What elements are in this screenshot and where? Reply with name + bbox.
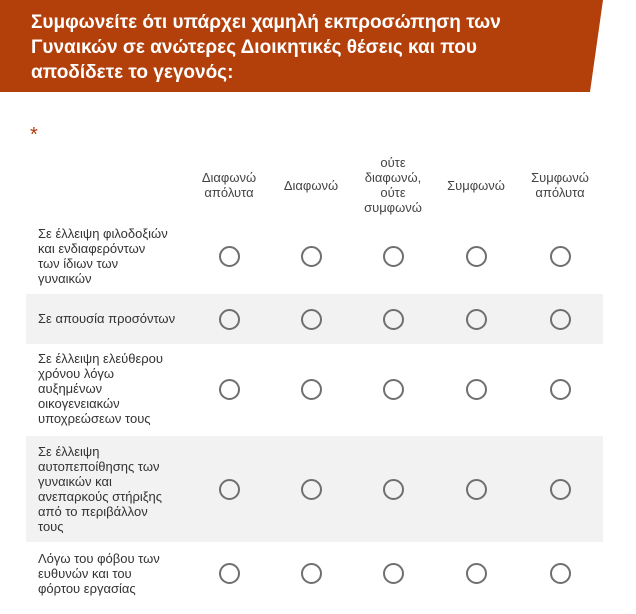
radio-strongly-disagree[interactable] bbox=[219, 309, 240, 330]
matrix-row-qualifications bbox=[26, 294, 603, 344]
question-title: Συμφωνείτε ότι υπάρχει χαμηλή εκπροσώπηση των Γυναικών σε ανώτερες Διοικητικές θέσεις και που αποδίδετε το γεγονός: bbox=[31, 12, 501, 83]
row-label: Σε έλλειψη φιλοδοξιών και ενδιαφερόντων των ίδιων των γυναικών bbox=[38, 226, 168, 286]
question-header bbox=[0, 0, 636, 92]
radio-agree[interactable] bbox=[466, 379, 487, 400]
matrix-row-ambition bbox=[26, 218, 603, 294]
matrix-row-self-confidence bbox=[26, 436, 603, 542]
radio-disagree[interactable] bbox=[301, 479, 322, 500]
radio-neutral[interactable] bbox=[383, 379, 404, 400]
radio-agree[interactable] bbox=[466, 246, 487, 267]
radio-disagree[interactable] bbox=[301, 309, 322, 330]
radio-agree[interactable] bbox=[466, 563, 487, 584]
radio-neutral[interactable] bbox=[383, 479, 404, 500]
radio-strongly-agree[interactable] bbox=[550, 309, 571, 330]
radio-agree[interactable] bbox=[466, 309, 487, 330]
radio-strongly-disagree[interactable] bbox=[219, 246, 240, 267]
row-label: Σε έλλειψη αυτοπεποίθησης των γυναικών και ανεπαρκούς στήριξης από το περιβάλλον τους bbox=[38, 444, 163, 534]
radio-strongly-disagree[interactable] bbox=[219, 479, 240, 500]
radio-strongly-agree[interactable] bbox=[550, 379, 571, 400]
radio-disagree[interactable] bbox=[301, 379, 322, 400]
radio-neutral[interactable] bbox=[383, 309, 404, 330]
radio-neutral[interactable] bbox=[383, 563, 404, 584]
row-label: Σε έλλειψη ελεύθερου χρόνου λόγω αυξημένων οικογενειακών υποχρεώσεων τους bbox=[38, 351, 163, 426]
row-label: Σε απουσία προσόντων bbox=[38, 311, 176, 326]
radio-neutral[interactable] bbox=[383, 246, 404, 267]
row-label: Λόγω του φόβου των ευθυνών και του φόρτου εργασίας bbox=[38, 551, 160, 596]
radio-disagree[interactable] bbox=[301, 246, 322, 267]
radio-strongly-disagree[interactable] bbox=[219, 563, 240, 584]
column-header-strongly-disagree: Διαφωνώ απόλυτα bbox=[201, 170, 257, 200]
radio-strongly-agree[interactable] bbox=[550, 246, 571, 267]
column-header-agree: Συμφωνώ bbox=[447, 177, 505, 193]
radio-strongly-agree[interactable] bbox=[550, 563, 571, 584]
radio-strongly-disagree[interactable] bbox=[219, 379, 240, 400]
radio-disagree[interactable] bbox=[301, 563, 322, 584]
required-marker: * bbox=[30, 124, 38, 146]
column-header-strongly-agree: Συμφωνώ απόλυτα bbox=[531, 170, 589, 200]
radio-strongly-agree[interactable] bbox=[550, 479, 571, 500]
matrix-row-free-time bbox=[26, 344, 603, 436]
radio-agree[interactable] bbox=[466, 479, 487, 500]
column-header-disagree: Διαφωνώ bbox=[283, 177, 339, 193]
column-header-neutral: ούτε διαφωνώ, ούτε συμφωνώ bbox=[364, 155, 422, 215]
matrix-row-fear-responsibility bbox=[26, 542, 603, 614]
